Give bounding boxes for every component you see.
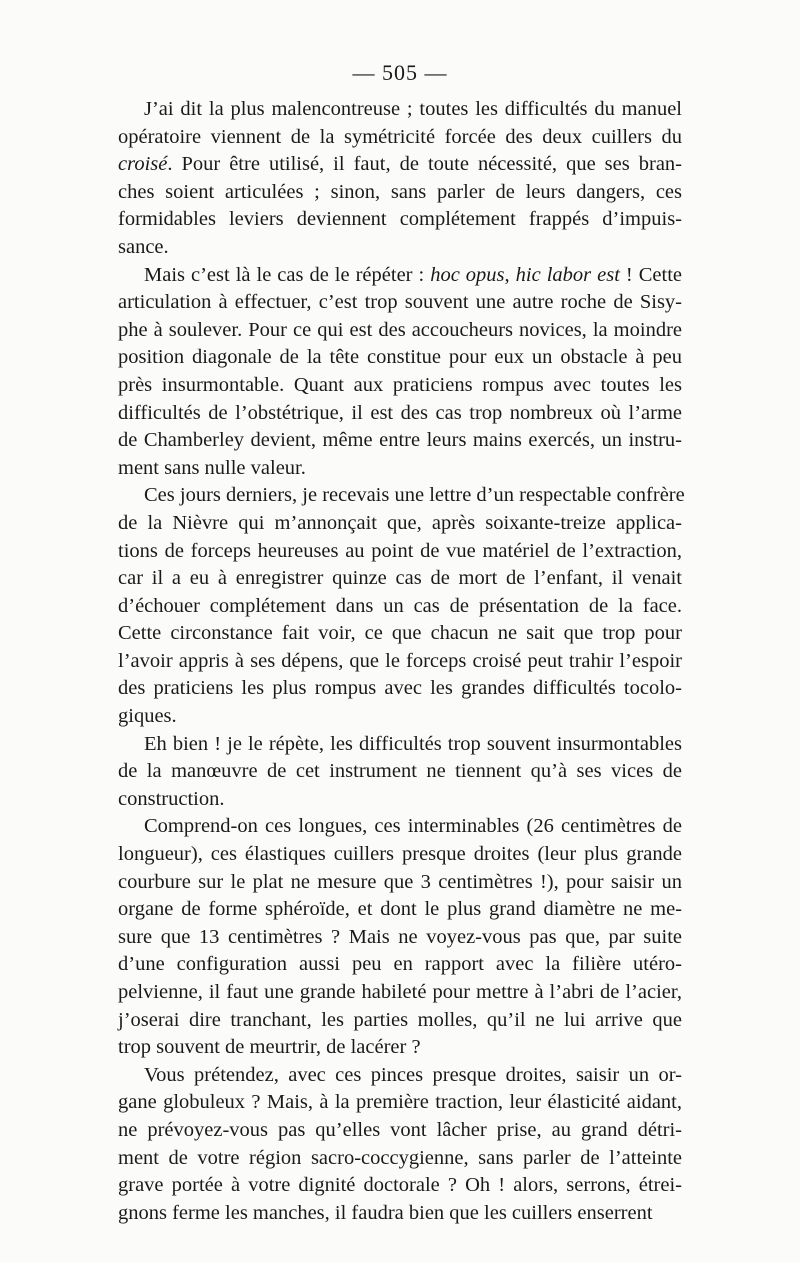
- text-line: sure que 13 centimètres ? Mais ne voyez-vous pas que, par suite: [118, 925, 682, 948]
- text-line: Cette circonstance fait voir, ce que chacun ne sait que trop pour: [118, 622, 682, 645]
- text-line: Ces jours derniers, je recevais une lettre d’un respectable confrère: [144, 484, 685, 507]
- text-line: organe de forme sphéroïde, et dont le plus grand diamètre ne me-: [118, 898, 682, 921]
- text-line: gane globuleux ? Mais, à la première traction, leur élasticité aidant,: [118, 1091, 682, 1114]
- paragraph: [118, 482, 685, 730]
- text-line: grave portée à votre dignité doctorale ? Oh ! alors, serrons, étrei-: [118, 1174, 682, 1197]
- text-line: Eh bien ! je le répète, les difficultés trop souvent insurmontables: [144, 732, 682, 755]
- text-line: des praticiens les plus rompus avec les grandes difficultés tocolo-: [118, 677, 682, 700]
- text-line: Comprend-on ces longues, ces interminables (26 centimètres de: [144, 815, 682, 838]
- page-number: — 505 —: [352, 60, 448, 85]
- text-line: Mais c’est là le cas de le répéter : hoc opus, hic labor est ! Cette: [144, 263, 682, 286]
- paragraph: [118, 813, 682, 1061]
- text-line: formidables leviers deviennent complétement frappés d’impuis-: [118, 208, 682, 231]
- paragraph: [118, 731, 682, 814]
- text-line: giques.: [118, 705, 177, 728]
- paragraph: [118, 262, 682, 483]
- text-line: position diagonale de la tête constitue pour eux un obstacle à peu: [118, 346, 682, 369]
- text-line: j’oserai dire tranchant, les parties molles, qu’il ne lui arrive que: [118, 1008, 682, 1031]
- text-line: croisé. Pour être utilisé, il faut, de toute nécessité, que ses bran-: [118, 153, 682, 176]
- text-line: longueur), ces élastiques cuillers presque droites (leur plus grande: [118, 843, 682, 866]
- text-line: difficultés de l’obstétrique, il est des cas trop nombreux où l’arme: [118, 401, 682, 424]
- text-line: ment sans nulle valeur.: [118, 456, 306, 479]
- text-line: d’échouer complétement dans un cas de présentation de la face.: [118, 594, 682, 617]
- body-text: [118, 96, 685, 1227]
- text-line: Vous prétendez, avec ces pinces presque droites, saisir un or-: [144, 1063, 682, 1086]
- text-line: l’avoir appris à ses dépens, que le forceps croisé peut trahir l’espoir: [118, 649, 682, 672]
- text-line: sance.: [118, 235, 169, 258]
- text-line: de la manœuvre de cet instrument ne tiennent qu’à ses vices de: [118, 760, 682, 783]
- text-line: pelvienne, il faut une grande habileté pour mettre à l’abri de l’acier,: [118, 981, 682, 1003]
- text-line: de Chamberley devient, même entre leurs mains exercés, un instru-: [118, 429, 682, 452]
- text-line: courbure sur le plat ne mesure que 3 centimètres !), pour saisir un: [118, 870, 682, 893]
- text-line: d’une configuration aussi peu en rapport avec la filière utéro-: [118, 953, 682, 976]
- text-line: construction.: [118, 787, 225, 810]
- text-line: car il a eu à enregistrer quinze cas de mort de l’enfant, il venait: [118, 567, 682, 590]
- text-line: articulation à effectuer, c’est trop souvent une autre roche de Sisy-: [118, 291, 682, 314]
- text-line: J’ai dit la plus malencontreuse ; toutes les difficultés du manuel: [144, 98, 682, 120]
- text-line: phe à soulever. Pour ce qui est des accoucheurs novices, la moindre: [118, 318, 682, 341]
- text-line: trop souvent de meurtrir, de lacérer ?: [118, 1036, 421, 1059]
- text-line: gnons ferme les manches, il faudra bien que les cuillers enserrent: [118, 1201, 653, 1224]
- text-line: ment de votre région sacro-coccygienne, sans parler de l’atteinte: [118, 1146, 682, 1169]
- text-line: de la Nièvre qui m’annonçait que, après soixante-treize applica-: [118, 511, 682, 534]
- text-line: opératoire viennent de la symétricité forcée des deux cuillers du: [118, 125, 682, 148]
- paragraph: [118, 96, 682, 262]
- text-line: ches soient articulées ; sinon, sans parler de leurs dangers, ces: [118, 180, 682, 203]
- text-line: près insurmontable. Quant aux praticiens rompus avec toutes les: [118, 373, 682, 396]
- paragraph: [118, 1062, 682, 1228]
- text-line: tions de forceps heureuses au point de vue matériel de l’extraction,: [118, 539, 682, 562]
- text-line: ne prévoyez-vous pas qu’elles vont lâcher prise, au grand détri-: [118, 1118, 682, 1141]
